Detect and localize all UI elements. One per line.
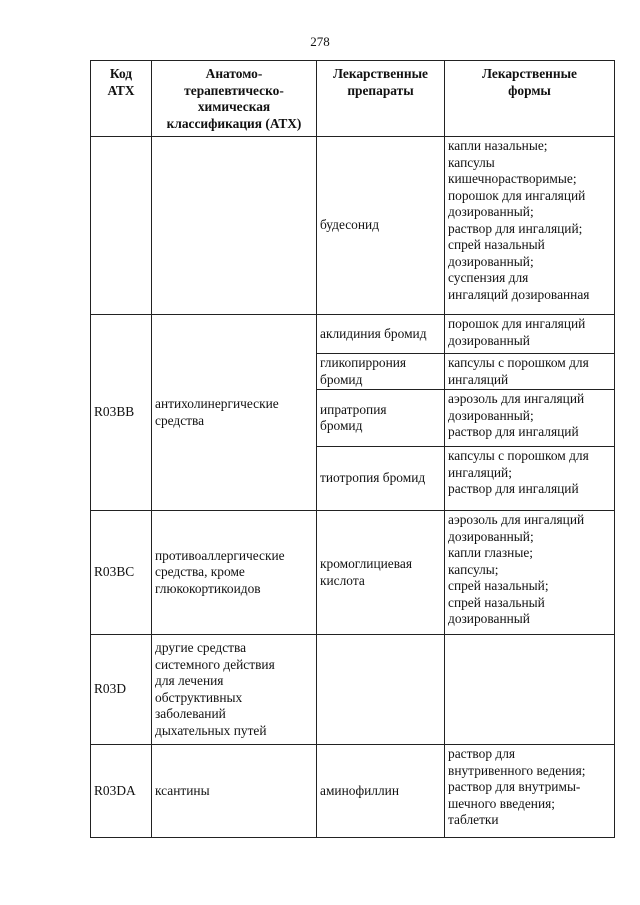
forms-cell: капсулы с порошком для ингаляций; раствор для ингаляций <box>445 447 615 511</box>
drug-cell: аминофиллин <box>317 745 445 838</box>
forms-cell: капли назальные; капсулы кишечнорастворимые; порошок для ингаляций дозированный; раствор для ингаляций; спрей назальный дозированный; суспензия для ингаляций дозированная <box>445 137 615 315</box>
atc-cell <box>152 137 317 315</box>
drug-cell: тиотропия бромид <box>317 447 445 511</box>
code-cell: R03D <box>91 635 152 745</box>
atc-cell: ксантины <box>152 745 317 838</box>
code-cell <box>91 137 152 315</box>
atc-cell: противоаллергические средства, кроме глюкокортикоидов <box>152 511 317 635</box>
atc-cell: антихолинергические средства <box>152 315 317 511</box>
drug-cell: будесонид <box>317 137 445 315</box>
forms-cell: аэрозоль для ингаляций дозированный; капли глазные; капсулы; спрей назальный; спрей назальный дозированный <box>445 511 615 635</box>
table-row <box>91 315 615 354</box>
header-forms: Лекарственные формы <box>445 61 615 137</box>
header-atc: Анатомо- терапевтическо- химическая классификация (АТХ) <box>152 61 317 137</box>
forms-cell <box>445 635 615 745</box>
forms-cell: порошок для ингаляций дозированный <box>445 315 615 354</box>
forms-cell: капсулы с порошком для ингаляций <box>445 354 615 390</box>
page-number: 278 <box>310 34 330 49</box>
table-row <box>91 137 615 315</box>
table-row <box>91 745 615 838</box>
atx-table <box>90 60 615 838</box>
atc-cell: другие средства системного действия для лечения обструктивных заболеваний дыхательных путей <box>152 635 317 745</box>
header-drugs: Лекарственные препараты <box>317 61 445 137</box>
drug-cell: аклидиния бромид <box>317 315 445 354</box>
header-code: Код АТХ <box>91 61 152 137</box>
forms-cell: раствор для внутривенного ведения; раствор для внутримы- шечного введения; таблетки <box>445 745 615 838</box>
table-row <box>91 511 615 635</box>
drug-cell: кромоглициевая кислота <box>317 511 445 635</box>
table-row <box>91 635 615 745</box>
code-cell: R03BC <box>91 511 152 635</box>
code-cell: R03BB <box>91 315 152 511</box>
header-row <box>91 61 615 137</box>
drug-cell <box>317 635 445 745</box>
forms-cell: аэрозоль для ингаляций дозированный; раствор для ингаляций <box>445 390 615 447</box>
drug-cell: ипратропия бромид <box>317 390 445 447</box>
drug-cell: гликопиррония бромид <box>317 354 445 390</box>
code-cell: R03DA <box>91 745 152 838</box>
